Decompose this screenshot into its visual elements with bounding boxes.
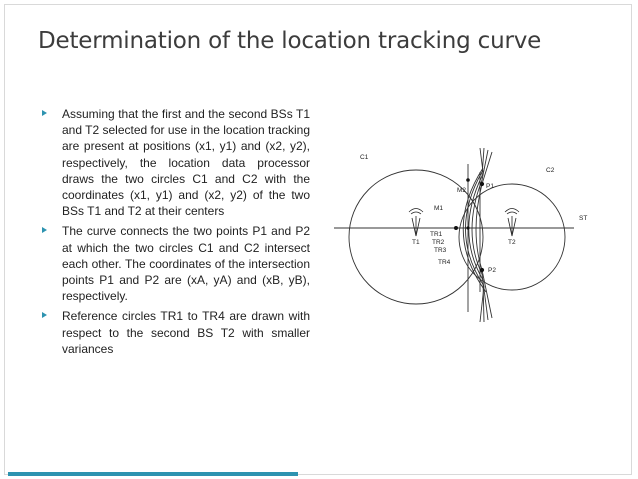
- label-tr3: TR3: [434, 247, 447, 254]
- bullet-item: [38, 106, 310, 219]
- bullet-item: [38, 308, 310, 357]
- point-ray: [466, 226, 469, 229]
- label-st: ST: [579, 215, 588, 222]
- point-p2: [480, 268, 484, 272]
- label-t2: T2: [508, 239, 516, 246]
- label-m2: M2: [457, 187, 467, 194]
- label-m1: M1: [434, 205, 444, 212]
- diagram-svg: [316, 142, 606, 332]
- antenna-icon: [409, 209, 423, 237]
- bullet-text: Reference circles TR1 to TR4 are drawn with respect to the second BS T2 with smaller variances: [62, 309, 310, 356]
- footer-accent-bar: [8, 472, 298, 476]
- label-tr2: TR2: [432, 239, 445, 246]
- location-tracking-diagram: [316, 142, 606, 332]
- bullet-list: [38, 106, 310, 361]
- bullet-text: The curve connects the two points P1 and P2 at which the two circles C1 and C2 intersect each other. The coordinates of the intersection points P1 and P2 are (xA, yA) and (xB, yB), respectively.: [62, 224, 310, 304]
- triangle-bullet-icon: [42, 110, 47, 116]
- label-t1: T1: [412, 239, 420, 246]
- triangle-bullet-icon: [42, 312, 47, 318]
- label-tr1: TR1: [430, 231, 443, 238]
- point-m2: [466, 178, 470, 182]
- antenna-icon: [505, 209, 519, 237]
- label-p1: P1: [486, 183, 494, 190]
- label-p2: P2: [488, 267, 496, 274]
- slide-title: Determination of the location tracking curve: [38, 28, 542, 54]
- label-c1: C1: [360, 154, 369, 161]
- triangle-bullet-icon: [42, 227, 47, 233]
- label-tr4: TR4: [438, 259, 451, 266]
- point-m1: [454, 226, 458, 230]
- ray-4: [480, 148, 483, 172]
- bullet-text: Assuming that the first and the second BSs T1 and T2 selected for use in the location tracking are present at positions (x1, y1) and (x2, y2), respectively, the location data processor draws the two circles C1 and C2 with the coordinates (x1, y1) and (x2, y2) of the two BSs T1 and T2 at their centers: [62, 107, 310, 219]
- label-c2: C2: [546, 167, 555, 174]
- point-p1: [480, 182, 484, 186]
- bullet-item: [38, 223, 310, 304]
